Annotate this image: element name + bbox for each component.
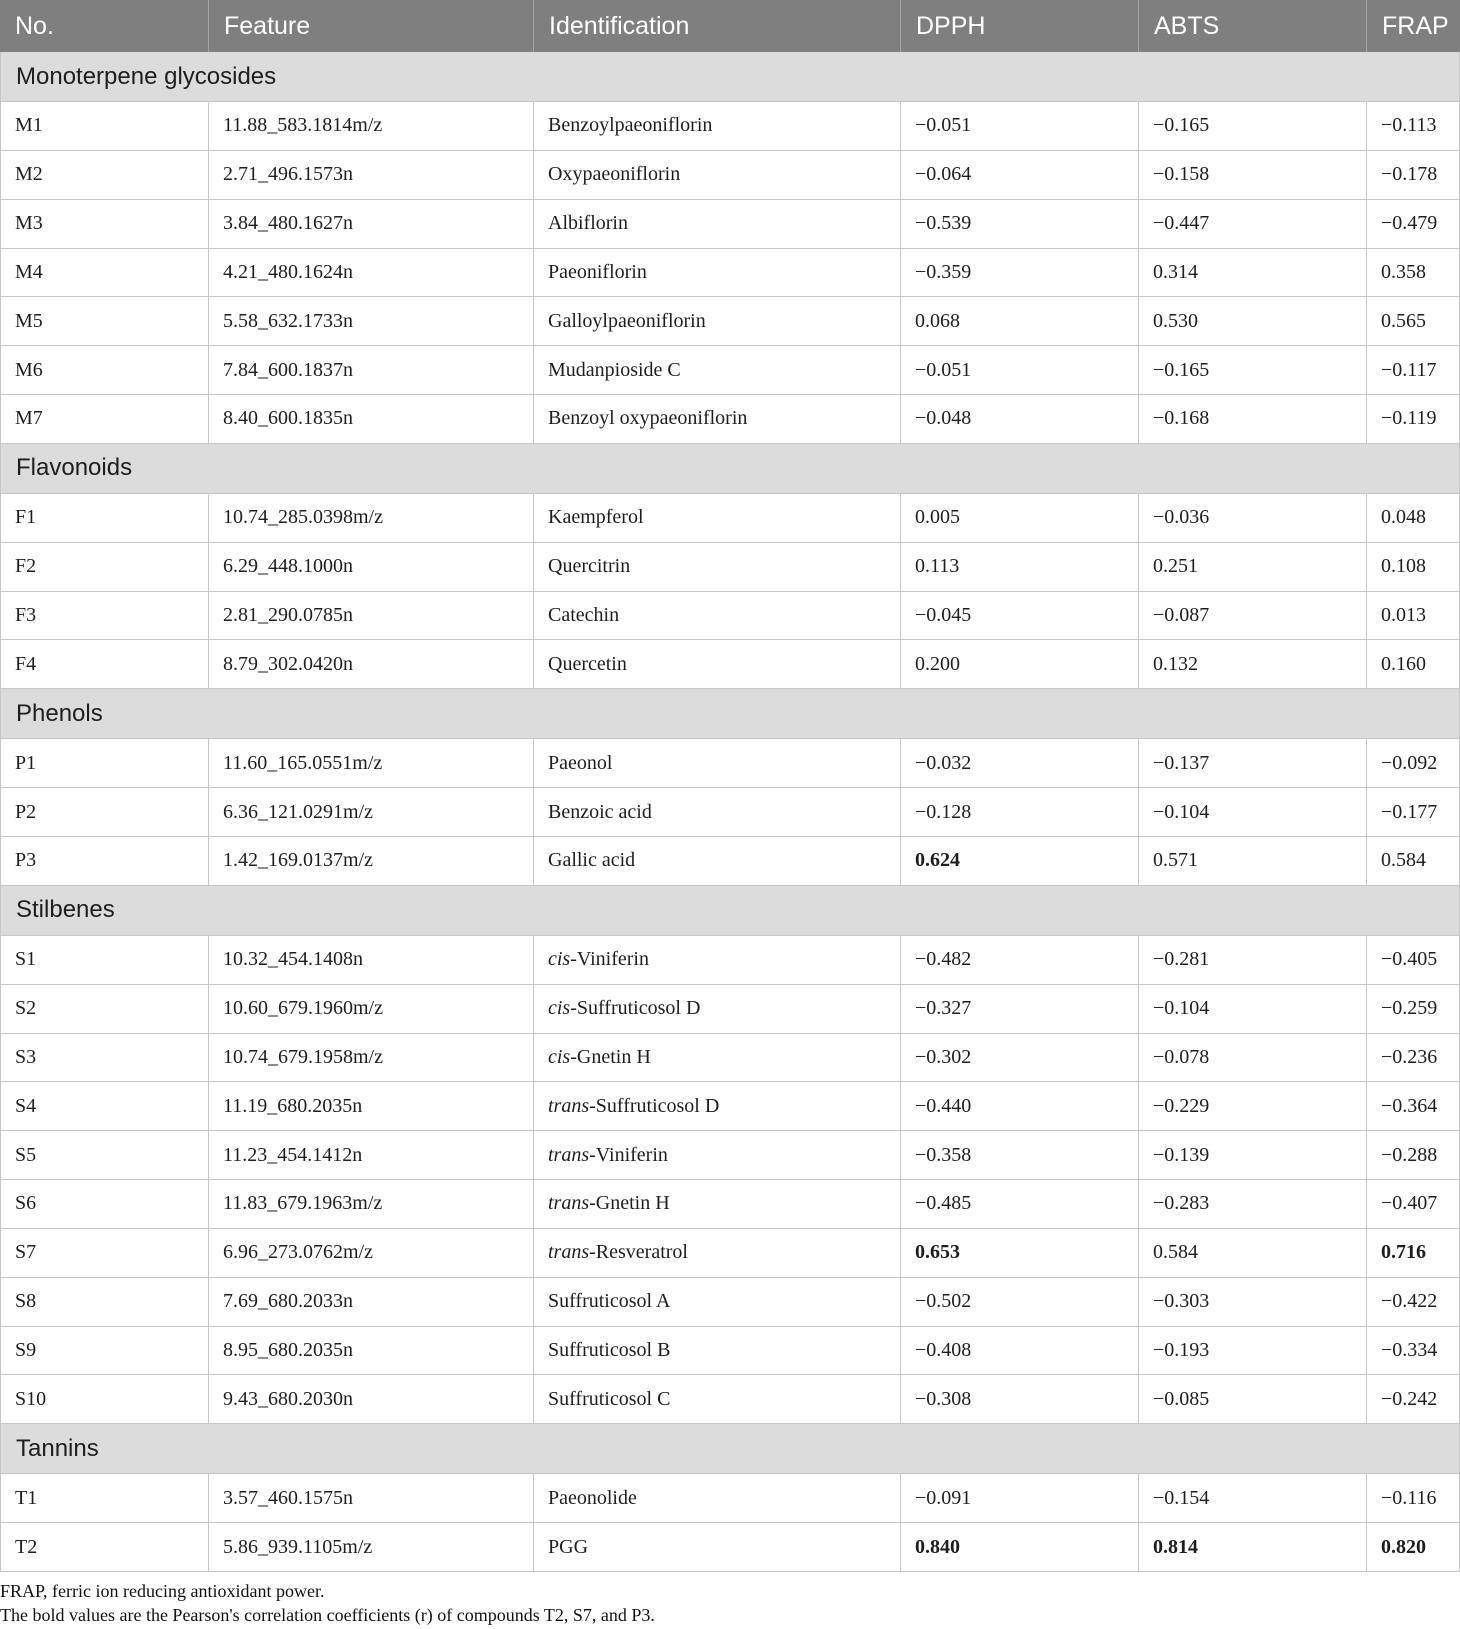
abts-cell: −0.137 — [1139, 739, 1367, 787]
frap-cell: −0.092 — [1367, 739, 1460, 787]
feature-cell: 11.88_583.1814m/z — [209, 102, 534, 150]
abts-cell: −0.281 — [1139, 936, 1367, 984]
dpph-cell: −0.485 — [901, 1180, 1139, 1228]
abts-cell: −0.154 — [1139, 1474, 1367, 1522]
feature-cell: 10.74_285.0398m/z — [209, 494, 534, 542]
feature-cell: 5.86_939.1105m/z — [209, 1523, 534, 1571]
feature-cell: 6.29_448.1000n — [209, 543, 534, 591]
frap-cell: −0.407 — [1367, 1180, 1460, 1228]
table-row — [0, 592, 1460, 641]
frap-cell: −0.177 — [1367, 788, 1460, 836]
dpph-cell: −0.091 — [901, 1474, 1139, 1522]
identification-italic-prefix: trans — [548, 1094, 590, 1117]
frap-cell: 0.358 — [1367, 249, 1460, 297]
identification-cell: Suffruticosol C — [534, 1375, 901, 1423]
identification-cell: Quercetin — [534, 640, 901, 688]
table-row — [0, 985, 1460, 1034]
no-cell: M3 — [0, 200, 209, 248]
table-row — [0, 1131, 1460, 1180]
dpph-cell: −0.064 — [901, 151, 1139, 199]
identification-cell: Oxypaeoniflorin — [534, 151, 901, 199]
identification-italic-prefix: cis — [548, 948, 571, 971]
frap-cell: −0.116 — [1367, 1474, 1460, 1522]
frap-cell: 0.716 — [1367, 1229, 1460, 1277]
abts-cell: −0.078 — [1139, 1034, 1367, 1082]
identification-cell: Suffruticosol B — [534, 1327, 901, 1375]
identification-cell: Quercitrin — [534, 543, 901, 591]
table-row — [0, 1523, 1460, 1572]
identification-cell — [534, 1034, 901, 1082]
identification-cell — [534, 936, 901, 984]
frap-cell: 0.108 — [1367, 543, 1460, 591]
feature-cell: 8.79_302.0420n — [209, 640, 534, 688]
frap-cell: 0.048 — [1367, 494, 1460, 542]
no-cell: S2 — [0, 985, 209, 1033]
dpph-cell: −0.308 — [901, 1375, 1139, 1423]
dpph-cell: −0.539 — [901, 200, 1139, 248]
table-row — [0, 1229, 1460, 1278]
abts-cell: −0.087 — [1139, 592, 1367, 640]
footnote-abbreviation: FRAP, ferric ion reducing antioxidant power. — [0, 1581, 325, 1601]
dpph-cell: −0.358 — [901, 1131, 1139, 1179]
table-row — [0, 640, 1460, 689]
identification-cell — [534, 1229, 901, 1277]
table-row — [0, 1082, 1460, 1131]
identification-cell: Benzoylpaeoniflorin — [534, 102, 901, 150]
no-cell: M2 — [0, 151, 209, 199]
table-row — [0, 1278, 1460, 1327]
group-row — [0, 689, 1460, 739]
abts-cell: −0.104 — [1139, 788, 1367, 836]
identification-text: -Gnetin H — [570, 1045, 651, 1068]
feature-cell: 6.96_273.0762m/z — [209, 1229, 534, 1277]
identification-cell: Albiflorin — [534, 200, 901, 248]
dpph-cell: −0.327 — [901, 985, 1139, 1033]
table-row — [0, 1474, 1460, 1523]
identification-cell: Paeonolide — [534, 1474, 901, 1522]
no-cell: F1 — [0, 494, 209, 542]
group-label: Flavonoids — [16, 454, 133, 482]
dpph-cell: 0.653 — [901, 1229, 1139, 1277]
abts-cell: −0.036 — [1139, 494, 1367, 542]
identification-cell: Mudanpioside C — [534, 346, 901, 394]
footnotes — [0, 1579, 1460, 1627]
feature-cell: 8.95_680.2035n — [209, 1327, 534, 1375]
identification-cell: Benzoyl oxypaeoniflorin — [534, 395, 901, 443]
feature-cell: 6.36_121.0291m/z — [209, 788, 534, 836]
feature-cell: 9.43_680.2030n — [209, 1375, 534, 1423]
abts-cell: −0.165 — [1139, 346, 1367, 394]
no-cell: S3 — [0, 1034, 209, 1082]
abts-cell: −0.193 — [1139, 1327, 1367, 1375]
group-row — [0, 444, 1460, 494]
table-row — [0, 837, 1460, 886]
abts-cell: −0.447 — [1139, 200, 1367, 248]
abts-cell: −0.085 — [1139, 1375, 1367, 1423]
frap-cell: 0.820 — [1367, 1523, 1460, 1571]
no-cell: M1 — [0, 102, 209, 150]
feature-cell: 4.21_480.1624n — [209, 249, 534, 297]
no-cell: T2 — [0, 1523, 209, 1571]
no-cell: S9 — [0, 1327, 209, 1375]
dpph-cell: 0.624 — [901, 837, 1139, 885]
feature-cell: 7.69_680.2033n — [209, 1278, 534, 1326]
group-row — [0, 886, 1460, 936]
frap-cell: −0.242 — [1367, 1375, 1460, 1423]
frap-cell: −0.113 — [1367, 102, 1460, 150]
table-row — [0, 543, 1460, 592]
feature-cell: 8.40_600.1835n — [209, 395, 534, 443]
identification-cell: Benzoic acid — [534, 788, 901, 836]
identification-cell: Galloylpaeoniflorin — [534, 297, 901, 345]
frap-cell: 0.013 — [1367, 592, 1460, 640]
feature-cell: 3.57_460.1575n — [209, 1474, 534, 1522]
frap-cell: −0.117 — [1367, 346, 1460, 394]
table-row — [0, 151, 1460, 200]
no-cell: S5 — [0, 1131, 209, 1179]
abts-cell: 0.584 — [1139, 1229, 1367, 1277]
identification-cell — [534, 1131, 901, 1179]
column-header-no: No. — [0, 0, 209, 52]
frap-cell: −0.259 — [1367, 985, 1460, 1033]
dpph-cell: −0.051 — [901, 346, 1139, 394]
no-cell: S10 — [0, 1375, 209, 1423]
frap-cell: −0.405 — [1367, 936, 1460, 984]
abts-cell: −0.165 — [1139, 102, 1367, 150]
group-label: Stilbenes — [16, 896, 115, 924]
feature-cell: 11.60_165.0551m/z — [209, 739, 534, 787]
feature-cell: 2.71_496.1573n — [209, 151, 534, 199]
identification-italic-prefix: cis — [548, 1045, 571, 1068]
table-row — [0, 739, 1460, 788]
dpph-cell: 0.005 — [901, 494, 1139, 542]
no-cell: P3 — [0, 837, 209, 885]
column-header-feature: Feature — [209, 0, 534, 52]
dpph-cell: −0.128 — [901, 788, 1139, 836]
feature-cell: 1.42_169.0137m/z — [209, 837, 534, 885]
table-row — [0, 1375, 1460, 1424]
identification-cell: PGG — [534, 1523, 901, 1571]
identification-cell: Catechin — [534, 592, 901, 640]
abts-cell: −0.158 — [1139, 151, 1367, 199]
abts-cell: −0.283 — [1139, 1180, 1367, 1228]
group-label: Tannins — [16, 1434, 99, 1462]
group-label: Phenols — [16, 699, 103, 727]
frap-cell: 0.160 — [1367, 640, 1460, 688]
group-row — [0, 1424, 1460, 1474]
identification-cell: Paeonol — [534, 739, 901, 787]
abts-cell: 0.530 — [1139, 297, 1367, 345]
no-cell: F4 — [0, 640, 209, 688]
no-cell: P1 — [0, 739, 209, 787]
column-header-identification: Identification — [534, 0, 901, 52]
table-row — [0, 249, 1460, 298]
abts-cell: 0.814 — [1139, 1523, 1367, 1571]
no-cell: M6 — [0, 346, 209, 394]
identification-text: -Viniferin — [570, 948, 649, 971]
no-cell: S1 — [0, 936, 209, 984]
table-row — [0, 788, 1460, 837]
frap-cell: −0.236 — [1367, 1034, 1460, 1082]
dpph-cell: −0.482 — [901, 936, 1139, 984]
abts-cell: 0.314 — [1139, 249, 1367, 297]
no-cell: S7 — [0, 1229, 209, 1277]
no-cell: M5 — [0, 297, 209, 345]
feature-cell: 3.84_480.1627n — [209, 200, 534, 248]
abts-cell: 0.571 — [1139, 837, 1367, 885]
frap-cell: −0.364 — [1367, 1082, 1460, 1130]
dpph-cell: 0.068 — [901, 297, 1139, 345]
group-row — [0, 52, 1460, 102]
frap-cell: 0.565 — [1367, 297, 1460, 345]
identification-cell — [534, 1180, 901, 1228]
footnote-bold-note: The bold values are the Pearson's correlation coefficients (r) of compounds T2, S7, and P3. — [0, 1605, 655, 1625]
no-cell: S8 — [0, 1278, 209, 1326]
dpph-cell: −0.440 — [901, 1082, 1139, 1130]
feature-cell: 10.60_679.1960m/z — [209, 985, 534, 1033]
feature-cell: 7.84_600.1837n — [209, 346, 534, 394]
identification-italic-prefix: trans — [548, 1143, 590, 1166]
feature-cell: 5.58_632.1733n — [209, 297, 534, 345]
abts-cell: −0.303 — [1139, 1278, 1367, 1326]
table-row — [0, 936, 1460, 985]
identification-cell: Suffruticosol A — [534, 1278, 901, 1326]
identification-text: -Suffruticosol D — [570, 997, 701, 1020]
identification-italic-prefix: cis — [548, 997, 571, 1020]
dpph-cell: −0.051 — [901, 102, 1139, 150]
dpph-cell: 0.840 — [901, 1523, 1139, 1571]
no-cell: F3 — [0, 592, 209, 640]
feature-cell: 11.19_680.2035n — [209, 1082, 534, 1130]
table-row — [0, 1327, 1460, 1376]
column-header-dpph: DPPH — [901, 0, 1139, 52]
feature-cell: 11.23_454.1412n — [209, 1131, 534, 1179]
abts-cell: 0.132 — [1139, 640, 1367, 688]
dpph-cell: −0.048 — [901, 395, 1139, 443]
table-body — [0, 52, 1460, 1572]
no-cell: M4 — [0, 249, 209, 297]
identification-text: -Suffruticosol D — [589, 1094, 720, 1117]
dpph-cell: −0.032 — [901, 739, 1139, 787]
no-cell: S4 — [0, 1082, 209, 1130]
table-row — [0, 1034, 1460, 1083]
feature-cell: 10.32_454.1408n — [209, 936, 534, 984]
identification-italic-prefix: trans — [548, 1192, 590, 1215]
frap-cell: 0.584 — [1367, 837, 1460, 885]
abts-cell: −0.229 — [1139, 1082, 1367, 1130]
table-row — [0, 494, 1460, 543]
dpph-cell: −0.045 — [901, 592, 1139, 640]
frap-cell: −0.119 — [1367, 395, 1460, 443]
identification-text: -Gnetin H — [589, 1192, 670, 1215]
dpph-cell: 0.200 — [901, 640, 1139, 688]
table-row — [0, 297, 1460, 346]
table-row — [0, 346, 1460, 395]
abts-cell: −0.168 — [1139, 395, 1367, 443]
identification-cell: Gallic acid — [534, 837, 901, 885]
no-cell: T1 — [0, 1474, 209, 1522]
table-row — [0, 102, 1460, 151]
dpph-cell: −0.408 — [901, 1327, 1139, 1375]
dpph-cell: −0.502 — [901, 1278, 1139, 1326]
table-row — [0, 1180, 1460, 1229]
feature-cell: 10.74_679.1958m/z — [209, 1034, 534, 1082]
table-row — [0, 395, 1460, 444]
column-header-abts: ABTS — [1139, 0, 1367, 52]
frap-cell: −0.479 — [1367, 200, 1460, 248]
frap-cell: −0.334 — [1367, 1327, 1460, 1375]
identification-cell — [534, 1082, 901, 1130]
identification-cell: Paeoniflorin — [534, 249, 901, 297]
dpph-cell: −0.302 — [901, 1034, 1139, 1082]
dpph-cell: −0.359 — [901, 249, 1139, 297]
table-row — [0, 200, 1460, 249]
identification-cell: Kaempferol — [534, 494, 901, 542]
identification-text: -Resveratrol — [589, 1241, 688, 1264]
group-label: Monoterpene glycosides — [16, 62, 277, 90]
identification-italic-prefix: trans — [548, 1241, 590, 1264]
column-header-frap: FRAP — [1382, 11, 1449, 40]
feature-cell: 2.81_290.0785n — [209, 592, 534, 640]
frap-cell: −0.422 — [1367, 1278, 1460, 1326]
abts-cell: −0.104 — [1139, 985, 1367, 1033]
feature-cell: 11.83_679.1963m/z — [209, 1180, 534, 1228]
no-cell: M7 — [0, 395, 209, 443]
identification-text: -Viniferin — [589, 1143, 668, 1166]
no-cell: P2 — [0, 788, 209, 836]
abts-cell: −0.139 — [1139, 1131, 1367, 1179]
identification-cell — [534, 985, 901, 1033]
dpph-cell: 0.113 — [901, 543, 1139, 591]
frap-cell: −0.288 — [1367, 1131, 1460, 1179]
abts-cell: 0.251 — [1139, 543, 1367, 591]
no-cell: F2 — [0, 543, 209, 591]
frap-cell: −0.178 — [1367, 151, 1460, 199]
table-header-row — [0, 0, 1460, 52]
no-cell: S6 — [0, 1180, 209, 1228]
